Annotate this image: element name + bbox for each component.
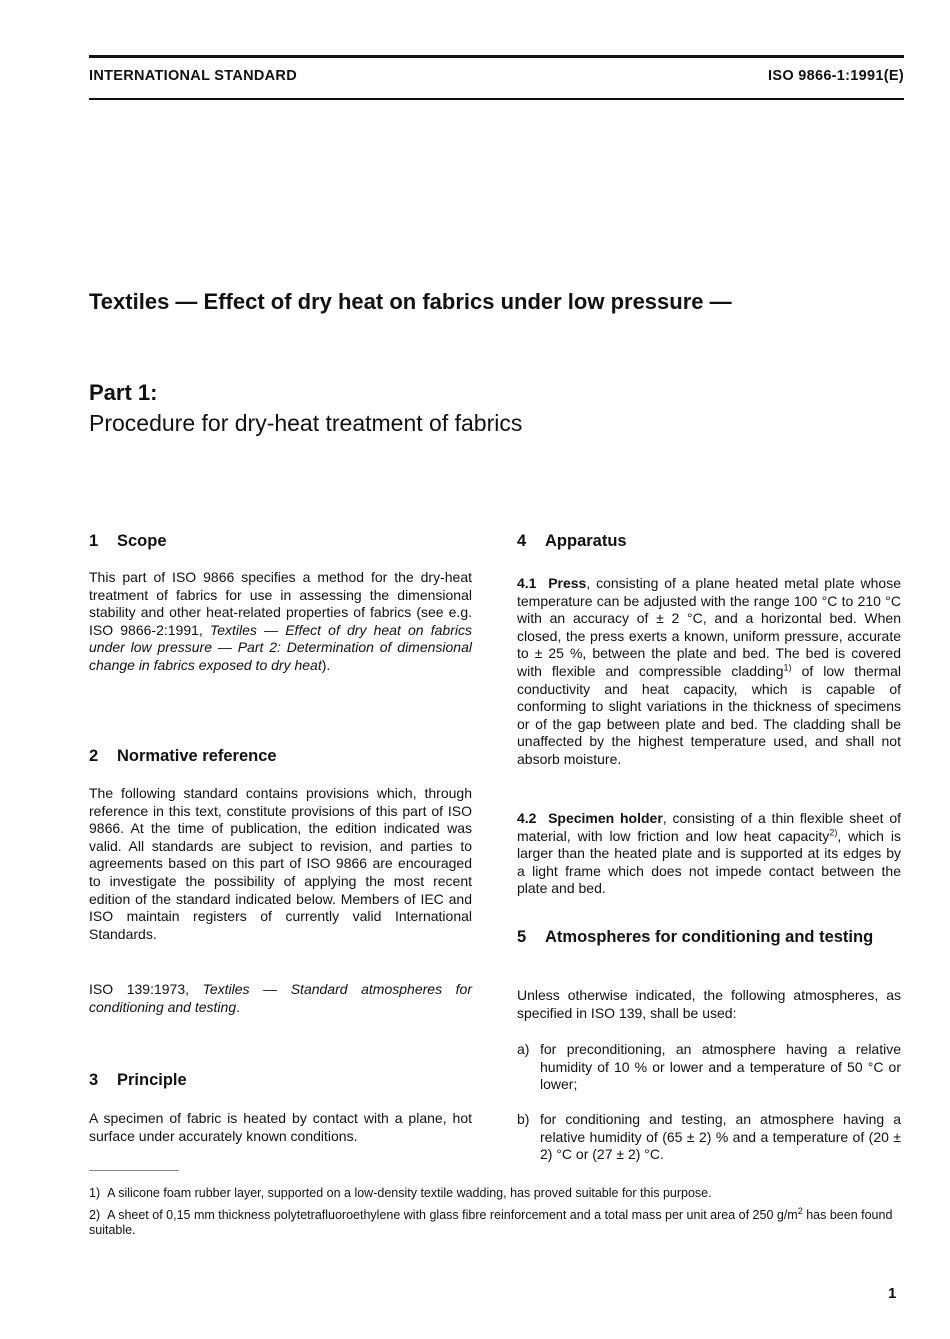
normative-reference-citation [89,981,472,1016]
list-item-label: a) [517,1041,530,1057]
list-item-text: for conditioning and testing, an atmosphere having a relative humidity of (65 ± 2) % and a temperature of (20 ± 2) °C or (27 ± 2) °C. [540,1111,901,1163]
citation-title: Textiles — Standard atmospheres for conditioning and testing [89,981,472,1015]
section-number: 4 [517,532,527,550]
footnote-number: 1) [89,1186,101,1200]
section-4-heading [517,531,627,552]
document-subtitle: Procedure for dry-heat treatment of fabrics [89,410,523,436]
footnote-ref: 1) [783,662,792,673]
citation-end: . [236,998,240,1015]
section-title: Normative reference [117,747,277,765]
superscript: 2 [797,1205,803,1216]
section-3-heading [89,1070,187,1091]
normative-reference-paragraph: The following standard contains provisions which, through reference in this text, constitute provisions of this part of ISO 9866. At the time of publication, the edition indicated was valid. All standards are subject to revision, and parties to agreements based on this part of ISO 9866 are encouraged to investigate the possibility of applying the most recent edition of the standard indicated below. Members of IEC and ISO maintain registers of currently valid International Standards. [89,785,472,942]
footnote-text: A silicone foam rubber layer, supported on a low-density textile wadding, has proved suitable for this purpose. [107,1186,712,1200]
clause-number: 4.2 [517,810,537,826]
section-title: Atmospheres for conditioning and testing [545,928,874,946]
top-rule-thick [89,55,904,58]
scope-text-end: ). [321,656,331,673]
section-title: Scope [117,532,167,550]
clause-4-2-paragraph [517,810,901,898]
atmospheres-paragraph: Unless otherwise indicated, the following atmospheres, as specified in ISO 139, shall be used: [517,987,901,1021]
list-item-label: b) [517,1111,530,1127]
clause-term: Press [548,575,587,591]
top-rule-thin [89,98,904,100]
header-standard-number: ISO 9866-1:1991(E) [768,68,904,84]
principle-paragraph: A specimen of fabric is heated by contact with a plane, hot surface under accurately known conditions. [89,1110,472,1144]
section-2-heading [89,746,277,767]
scope-reference-title: Textiles — Effect of dry heat on fabrics under low pressure — Part 2: Determination of dimensional change in fabrics exposed to dry heat [89,621,472,673]
footnote-text: A sheet of 0,15 mm thickness polytetrafluoroethylene with glass fibre reinforcement and a total mass per unit area of 250 g/m [107,1208,798,1222]
clause-text-continued: , which is larger than the heated plate and is supported at its edges by a light frame which does not impede contact between the plate and bed. [517,827,901,897]
section-title: Apparatus [545,532,627,550]
clause-term: Specimen holder [548,810,663,826]
section-number: 1 [89,532,99,550]
footnote-text-end: has been found suitable. [89,1208,893,1237]
list-item-text: for preconditioning, an atmosphere having a relative humidity of 10 % or lower and a temperature of 50 °C or lower; [540,1041,901,1093]
page-number: 1 [888,1285,897,1302]
clause-number: 4.1 [517,575,537,591]
footnote-1 [89,1186,904,1201]
section-number: 2 [89,747,99,765]
section-title: Principle [117,1071,187,1089]
clause-text-continued: of low thermal conductivity and heat capacity, which is capable of conforming to slight variations in the thickness of specimens or of the gap between plate and bed. The cladding shall be unaffected by the highest temperature used, and shall not absorb moisture. [517,662,901,767]
header-standard-type: INTERNATIONAL STANDARD [89,68,297,84]
footnote-ref: 2) [829,826,838,837]
citation-number: ISO 139:1973, [89,981,203,997]
document-title: Textiles — Effect of dry heat on fabrics under low pressure — [89,289,732,314]
clause-text: , consisting of a plane heated metal plate whose temperature can be adjusted with the range 100 °C to 210 °C with an accuracy of ± 2 °C, and a horizontal bed. When closed, the press exerts a known, uniform pressure, accurate to ± 25 %, between the plate and bed. The bed is covered with flexible and compressible cladding [517,575,901,679]
clause-text: , consisting of a thin flexible sheet of material, with low friction and low heat capacity [517,810,902,844]
section-number: 3 [89,1071,99,1089]
footnote-2 [89,1205,904,1238]
scope-text: This part of ISO 9866 specifies a method for the dry-heat treatment of fabrics for use in assessing the dimensional stability and other heat-related properties of fabrics (see e.g. ISO 9866-2:1991, [89,569,472,638]
scope-paragraph [89,569,472,675]
section-number: 5 [517,928,527,946]
footnote-separator [89,1170,179,1171]
list-item [517,1111,901,1164]
footnote-number: 2) [89,1208,101,1222]
clause-4-1-paragraph [517,575,901,769]
section-5-heading [517,927,901,948]
list-item [517,1041,901,1094]
part-label: Part 1: [89,380,158,405]
section-1-heading [89,531,167,552]
